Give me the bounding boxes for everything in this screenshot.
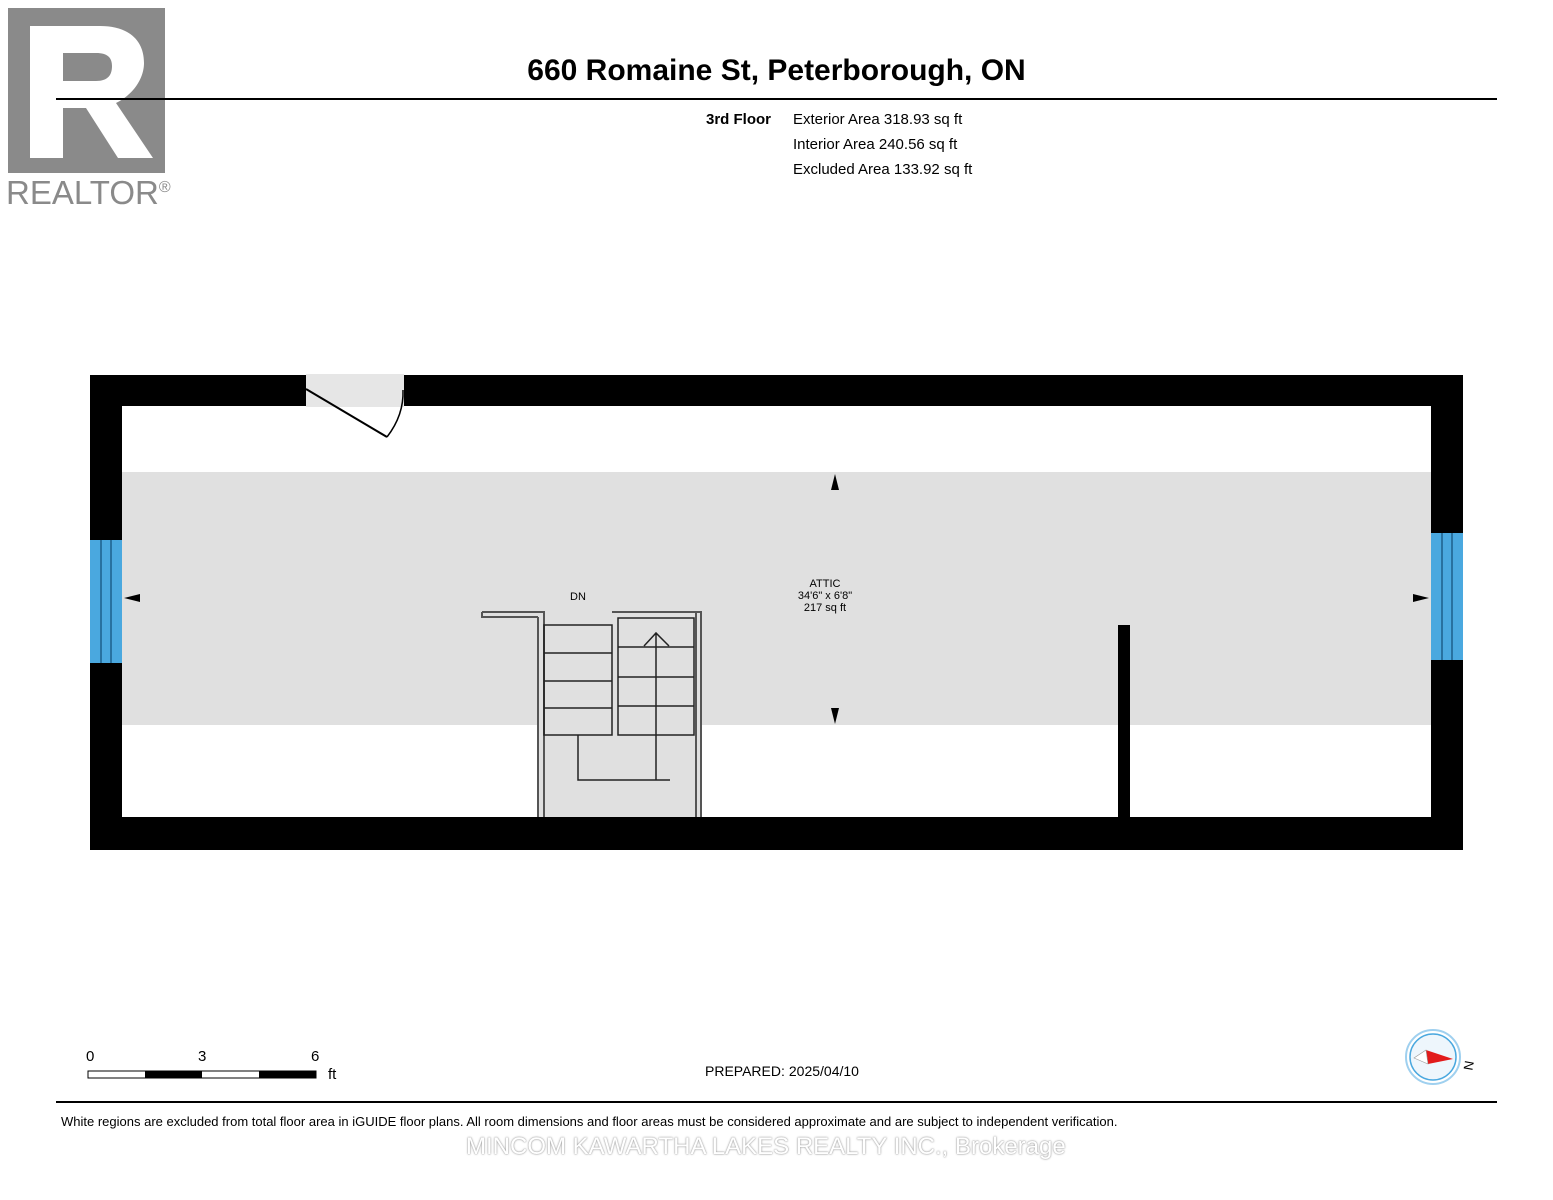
floor-label: 3rd Floor	[706, 111, 772, 128]
scale-bar	[88, 1071, 316, 1078]
footer-rule	[56, 1101, 1497, 1103]
stairs-down-label: DN	[570, 591, 586, 603]
window-right	[1431, 533, 1463, 660]
scale-unit: ft	[328, 1066, 337, 1083]
compass-icon	[1404, 1028, 1479, 1093]
interior-partition	[1118, 625, 1130, 820]
compass-north-label: N	[1460, 1059, 1477, 1072]
partition-base	[1118, 817, 1431, 820]
prepared-date: PREPARED: 2025/04/10	[705, 1063, 859, 1079]
room-name: ATTIC	[809, 578, 841, 590]
page-title: 660 Romaine St, Peterborough, ON	[527, 54, 1026, 87]
realtor-wordmark: REALTOR®	[6, 174, 171, 211]
window-left	[90, 540, 122, 663]
room-dimensions: 34'6" x 6'8"	[797, 590, 853, 602]
exterior-area: Exterior Area 318.93 sq ft	[793, 111, 963, 128]
scale-label-0: 0	[86, 1048, 95, 1065]
scale-label-3: 3	[198, 1048, 207, 1065]
room-label-attic	[775, 578, 875, 614]
disclaimer-text: White regions are excluded from total floor area in iGUIDE floor plans. All room dimensions and floor areas must be considered approximate and are subject to independent verification.	[61, 1114, 1118, 1129]
door-opening	[306, 374, 404, 407]
excluded-area: Excluded Area 133.92 sq ft	[793, 161, 973, 178]
brokerage-watermark: MINCOM KAWARTHA LAKES REALTY INC., Brokerage	[466, 1133, 1066, 1160]
room-area: 217 sq ft	[803, 602, 847, 614]
interior-area: Interior Area 240.56 sq ft	[793, 136, 958, 153]
scale-label-6: 6	[311, 1048, 320, 1065]
